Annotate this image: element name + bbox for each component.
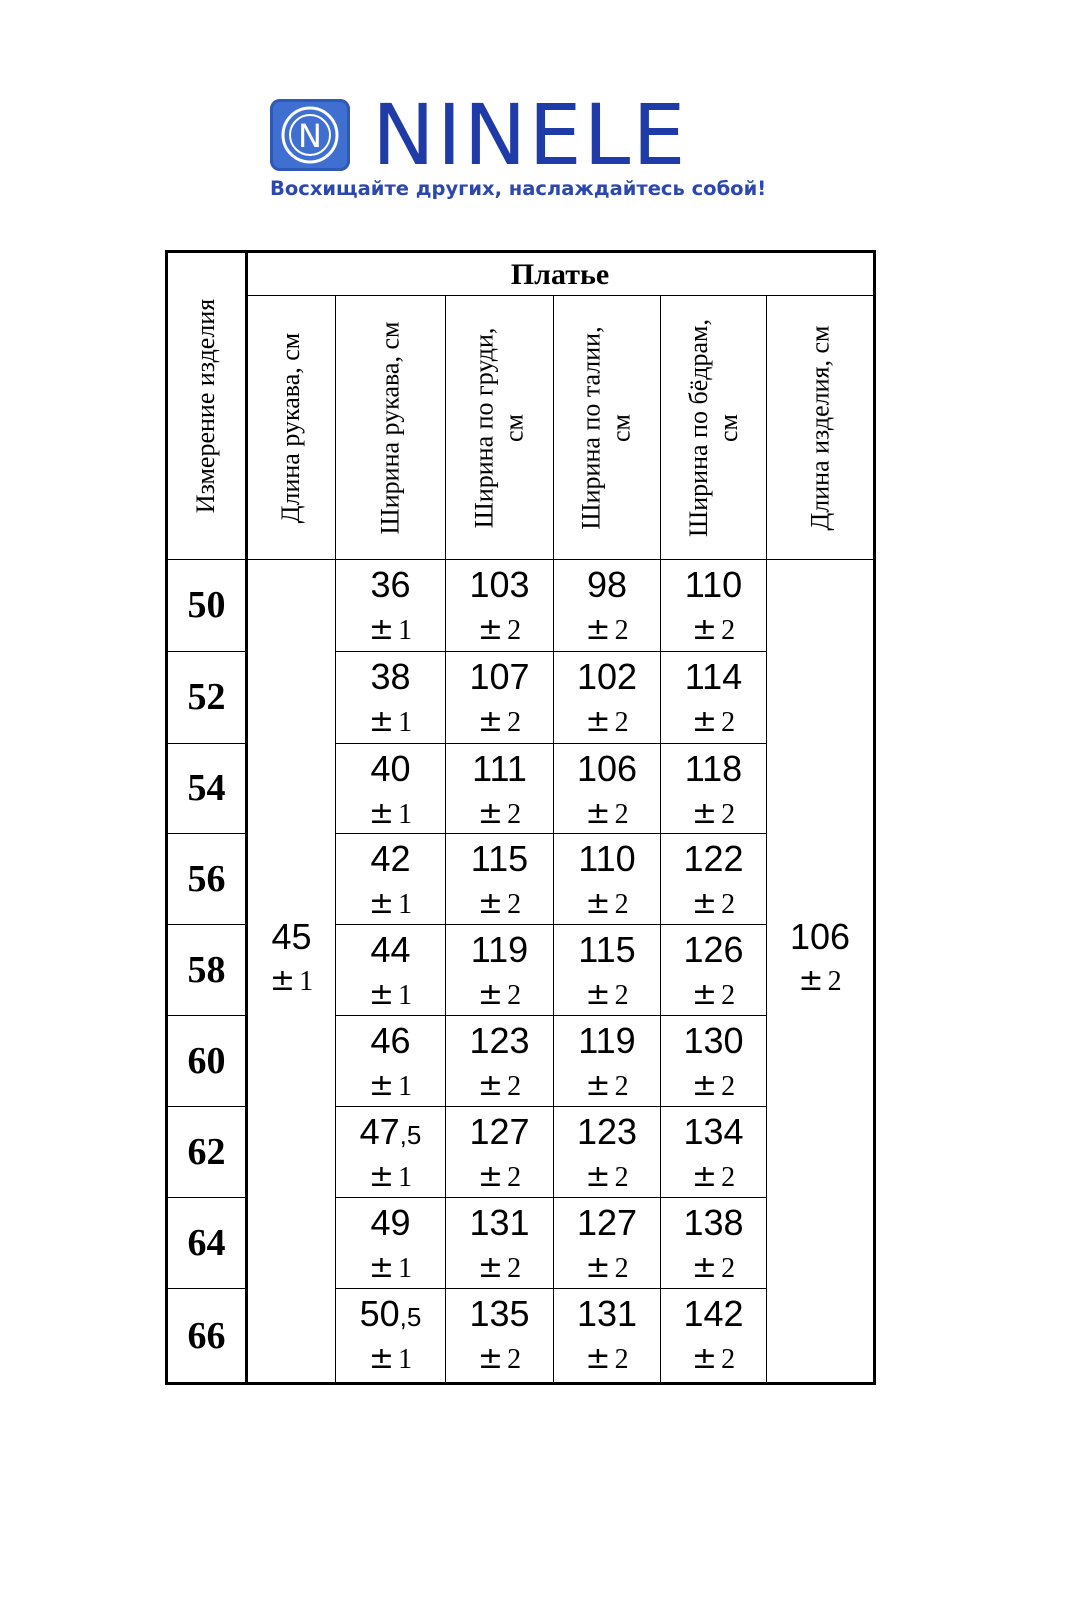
waist-tolerance: ± 2	[585, 1250, 629, 1285]
size-label: 56	[187, 858, 226, 900]
sleeve-value: 49	[370, 1202, 411, 1243]
chest-value: 111	[472, 748, 527, 789]
sleeve-tolerance: ± 1	[368, 1341, 413, 1376]
waist-value: 106	[576, 748, 638, 789]
chest-tolerance: ± 2	[477, 704, 522, 739]
logo-badge-letter: N	[298, 117, 322, 155]
chest-tolerance: ± 2	[477, 1341, 522, 1376]
chest-tolerance: ± 2	[477, 977, 522, 1012]
hips-tolerance: ± 2	[691, 704, 736, 739]
sleeve-value: 47,5	[359, 1111, 422, 1152]
sleeve-tolerance: ± 1	[368, 612, 413, 647]
sleeve-value: 36	[370, 564, 411, 605]
sleeve-value: 42	[370, 838, 411, 879]
sleeve-value: 40	[370, 748, 411, 789]
grid-line	[335, 743, 766, 744]
chest-value: 107	[469, 656, 530, 697]
waist-value: 115	[578, 929, 636, 970]
hips-tolerance: ± 2	[691, 977, 736, 1012]
size-label: 60	[187, 1040, 226, 1082]
size-label: 64	[187, 1222, 226, 1264]
header-sleeve-length: Длина рукава, см	[276, 332, 306, 523]
grid-line	[335, 1197, 766, 1198]
waist-tolerance: ± 2	[585, 1159, 629, 1194]
sleeve-value: 38	[370, 656, 411, 697]
hips-tolerance: ± 2	[691, 1250, 736, 1285]
header-chest-line2: см	[499, 413, 529, 442]
brand-slogan: Восхищайте других, наслаждайтесь собой!	[270, 177, 767, 200]
waist-value: 98	[586, 564, 628, 605]
hips-value: 122	[683, 838, 744, 879]
waist-value: 127	[576, 1202, 638, 1243]
header-hips-width	[661, 296, 766, 559]
length-value: 106	[789, 916, 851, 957]
chest-tolerance: ± 2	[477, 1159, 522, 1194]
table-title: Платье	[510, 258, 610, 291]
chest-value: 135	[469, 1293, 530, 1334]
waist-value: 110	[578, 838, 636, 879]
sleeve-length-tolerance: ± 1	[269, 963, 314, 998]
waist-tolerance: ± 2	[585, 1341, 629, 1376]
header-chest-width	[446, 296, 553, 559]
header-waist-line2: см	[607, 413, 636, 442]
chest-tolerance: ± 2	[477, 796, 522, 831]
waist-tolerance: ± 2	[585, 1068, 629, 1103]
header-size: Измерение изделия	[191, 298, 221, 514]
sleeve-value: 44	[370, 929, 411, 970]
sleeve-tolerance: ± 1	[368, 977, 413, 1012]
chest-value: 127	[469, 1111, 530, 1152]
hips-tolerance: ± 2	[691, 612, 736, 647]
hips-tolerance: ± 2	[691, 1068, 736, 1103]
sleeve-value: 46	[370, 1020, 411, 1061]
brand-name: NINELE	[372, 86, 688, 184]
grid-line	[335, 651, 766, 652]
hips-tolerance: ± 2	[691, 1159, 736, 1194]
sleeve-tolerance: ± 1	[368, 1250, 413, 1285]
chest-tolerance: ± 2	[477, 612, 522, 647]
grid-line	[335, 1288, 766, 1289]
header-sleeve-width: Ширина рукава, см	[375, 321, 405, 534]
hips-value: 126	[683, 929, 744, 970]
chest-tolerance: ± 2	[477, 1250, 522, 1285]
sleeve-decimal: ,5	[399, 1120, 422, 1150]
waist-value: 102	[576, 656, 638, 697]
hips-value: 134	[683, 1111, 744, 1152]
hips-value: 142	[683, 1293, 744, 1334]
size-label: 58	[187, 949, 226, 991]
chest-tolerance: ± 2	[477, 1068, 522, 1103]
waist-tolerance: ± 2	[585, 977, 629, 1012]
sleeve-tolerance: ± 1	[368, 886, 413, 921]
header-waist-width	[554, 296, 660, 559]
header-chest-line1: Ширина по груди,	[469, 327, 499, 528]
header-length: Длина изделия, см	[805, 325, 834, 530]
hips-value: 118	[684, 748, 743, 789]
chest-value: 115	[470, 838, 529, 879]
hips-value: 110	[684, 564, 743, 605]
sleeve-tolerance: ± 1	[368, 1159, 413, 1194]
waist-tolerance: ± 2	[585, 886, 629, 921]
sleeve-tolerance: ± 1	[368, 704, 413, 739]
grid-line	[335, 924, 766, 925]
hips-value: 114	[684, 656, 743, 697]
chest-value: 119	[470, 929, 529, 970]
hips-tolerance: ± 2	[691, 886, 736, 921]
waist-value: 123	[576, 1111, 638, 1152]
grid-line	[335, 833, 766, 834]
sleeve-value: 50,5	[359, 1293, 422, 1334]
sleeve-length-value: 45	[271, 916, 312, 957]
hips-value: 130	[683, 1020, 744, 1061]
chest-value: 123	[469, 1020, 530, 1061]
size-label: 62	[187, 1131, 226, 1173]
logo-badge-icon	[270, 99, 350, 171]
size-label: 54	[187, 767, 226, 809]
hips-tolerance: ± 2	[691, 796, 736, 831]
length-tolerance: ± 2	[798, 963, 842, 998]
chest-value: 103	[469, 564, 530, 605]
size-label: 66	[187, 1315, 226, 1357]
hips-value: 138	[683, 1202, 744, 1243]
size-label: 50	[187, 584, 226, 626]
sleeve-tolerance: ± 1	[368, 1068, 413, 1103]
size-label: 52	[187, 676, 226, 718]
brand-logo	[270, 86, 790, 215]
waist-tolerance: ± 2	[585, 704, 629, 739]
hips-tolerance: ± 2	[691, 1341, 736, 1376]
grid-line	[335, 1015, 766, 1016]
chest-value: 131	[469, 1202, 530, 1243]
grid-line	[335, 1106, 766, 1107]
chest-tolerance: ± 2	[477, 886, 522, 921]
sleeve-tolerance: ± 1	[368, 796, 413, 831]
sleeve-decimal: ,5	[399, 1302, 422, 1332]
header-waist-line1: Ширина по талии,	[577, 325, 606, 530]
waist-tolerance: ± 2	[585, 796, 629, 831]
grid-line	[168, 559, 873, 560]
waist-value: 131	[576, 1293, 638, 1334]
waist-tolerance: ± 2	[585, 612, 629, 647]
header-hips-line1: Ширина по бёдрам,	[683, 318, 713, 537]
header-hips-line2: см	[713, 413, 743, 442]
waist-value: 119	[578, 1020, 636, 1061]
